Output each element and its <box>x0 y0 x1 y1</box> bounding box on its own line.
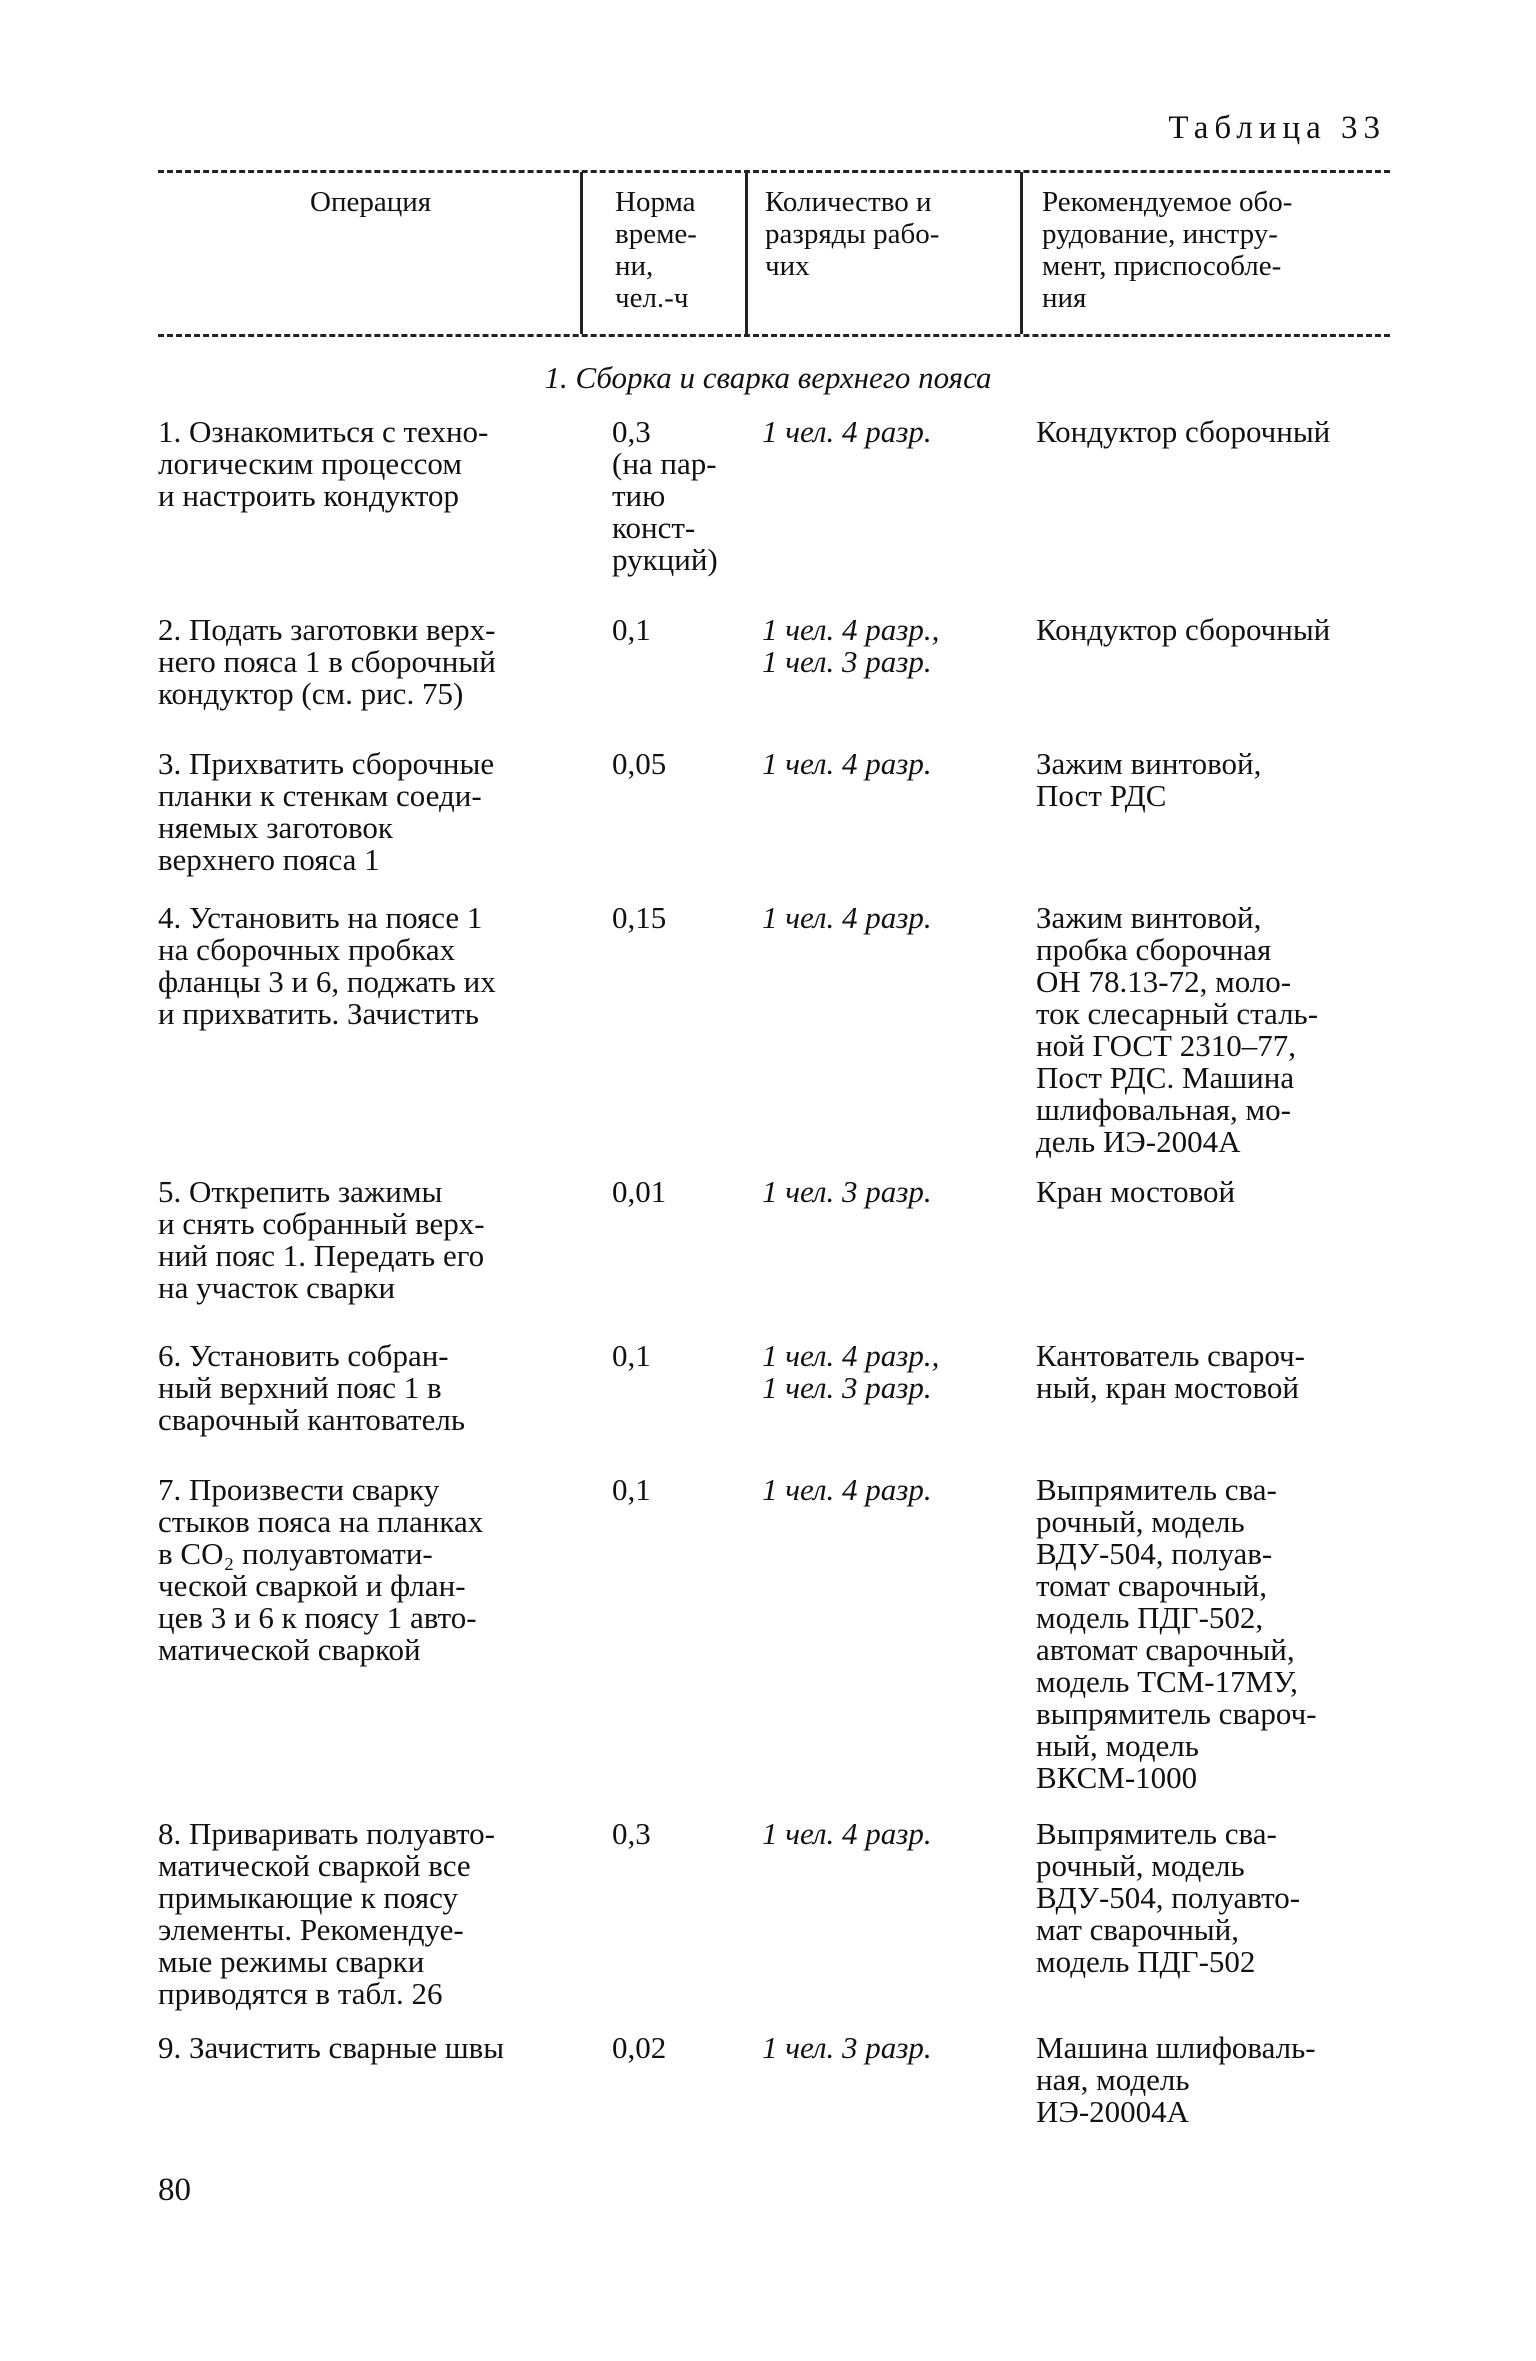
norm-cell: 0,3 (на пар- тию конст- рукций) <box>612 414 718 577</box>
workers-cell: 1 чел. 4 разр. <box>762 414 932 449</box>
workers-cell: 1 чел. 4 разр., 1 чел. 3 разр. <box>762 612 940 679</box>
column-divider <box>745 172 748 334</box>
column-divider <box>1020 172 1023 334</box>
norm-cell: 0,1 <box>612 612 651 647</box>
operation-cell: 5. Открепить зажимы и снять собранный верх- ний пояс 1. Передать его на участок сварки <box>158 1174 485 1305</box>
equipment-cell: Кондуктор сборочный <box>1036 414 1331 449</box>
operation-cell: 7. Произвести сварку стыков пояса на планках в CO₂ полуавтомати- ческой сваркой и флан- цев 3 и 6 к поясу 1 авто- матической сваркой <box>158 1472 484 1667</box>
equipment-cell: Выпрямитель сва- рочный, модель ВДУ-504, полуавто- мат сварочный, модель ПДГ-502 <box>1036 1816 1301 1979</box>
workers-cell: 1 чел. 4 разр. <box>762 900 932 935</box>
operation-cell: 9. Зачистить сварные швы <box>158 2030 505 2065</box>
norm-cell: 0,02 <box>612 2030 667 2065</box>
equipment-cell: Выпрямитель сва- рочный, модель ВДУ-504, полуав- томат сварочный, модель ПДГ-502, автомат сварочный, модель ТСМ-17МУ, выпрямитель свароч- ный, модель ВКСМ-1000 <box>1036 1472 1317 1795</box>
workers-cell: 1 чел. 4 разр., 1 чел. 3 разр. <box>762 1338 940 1405</box>
table-header-rule <box>158 334 1390 337</box>
equipment-cell: Кондуктор сборочный <box>1036 612 1331 647</box>
section-title: 1. Сборка и сварка верхнего пояса <box>544 360 992 395</box>
equipment-cell: Зажим винтовой, пробка сборочная ОН 78.13-72, моло- ток слесарный сталь- ной ГОСТ 2310–77, Пост РДС. Машина шлифовальная, мо- дель ИЭ-2004А <box>1036 900 1319 1159</box>
norm-cell: 0,3 <box>612 1816 651 1851</box>
norm-cell: 0,05 <box>612 746 667 781</box>
header-operation: Операция <box>310 186 432 218</box>
column-divider <box>580 172 583 334</box>
header-equipment: Рекомендуемое обо- рудование, инстру- мент, приспособле- ния <box>1042 186 1293 314</box>
header-workers: Количество и разряды рабо- чих <box>765 186 940 282</box>
operation-cell: 3. Прихватить сборочные планки к стенкам соеди- няемых заготовок верхнего пояса 1 <box>158 746 495 877</box>
norm-cell: 0,01 <box>612 1174 667 1209</box>
table-top-rule <box>158 170 1390 173</box>
equipment-cell: Кантователь свароч- ный, кран мостовой <box>1036 1338 1305 1405</box>
equipment-cell: Машина шлифоваль- ная, модель ИЭ-20004А <box>1036 2030 1316 2129</box>
workers-cell: 1 чел. 4 разр. <box>762 1472 932 1507</box>
table-caption: Таблица 33 <box>1168 110 1386 146</box>
equipment-cell: Кран мостовой <box>1036 1174 1236 1209</box>
workers-cell: 1 чел. 3 разр. <box>762 1174 932 1209</box>
norm-cell: 0,1 <box>612 1338 651 1373</box>
workers-cell: 1 чел. 4 разр. <box>762 746 932 781</box>
operation-cell: 1. Ознакомиться с техно- логическим процессом и настроить кондуктор <box>158 414 489 513</box>
operation-cell: 2. Подать заготовки верх- него пояса 1 в сборочный кондуктор (см. рис. 75) <box>158 612 496 711</box>
workers-cell: 1 чел. 4 разр. <box>762 1816 932 1851</box>
norm-cell: 0,1 <box>612 1472 651 1507</box>
norm-cell: 0,15 <box>612 900 667 935</box>
equipment-cell: Зажим винтовой, Пост РДС <box>1036 746 1262 813</box>
workers-cell: 1 чел. 3 разр. <box>762 2030 932 2065</box>
operation-cell: 4. Установить на поясе 1 на сборочных пробках фланцы 3 и 6, поджать их и прихватить. Зачистить <box>158 900 496 1031</box>
operation-cell: 8. Приваривать полуавто- матической сваркой все примыкающие к поясу элементы. Рекомендуе- мые режимы сварки приводятся в табл. 26 <box>158 1816 496 2011</box>
operation-cell: 6. Установить собран- ный верхний пояс 1 в сварочный кантователь <box>158 1338 465 1437</box>
page-number: 80 <box>158 2172 191 2208</box>
header-norm: Норма време- ни, чел.-ч <box>615 186 697 314</box>
